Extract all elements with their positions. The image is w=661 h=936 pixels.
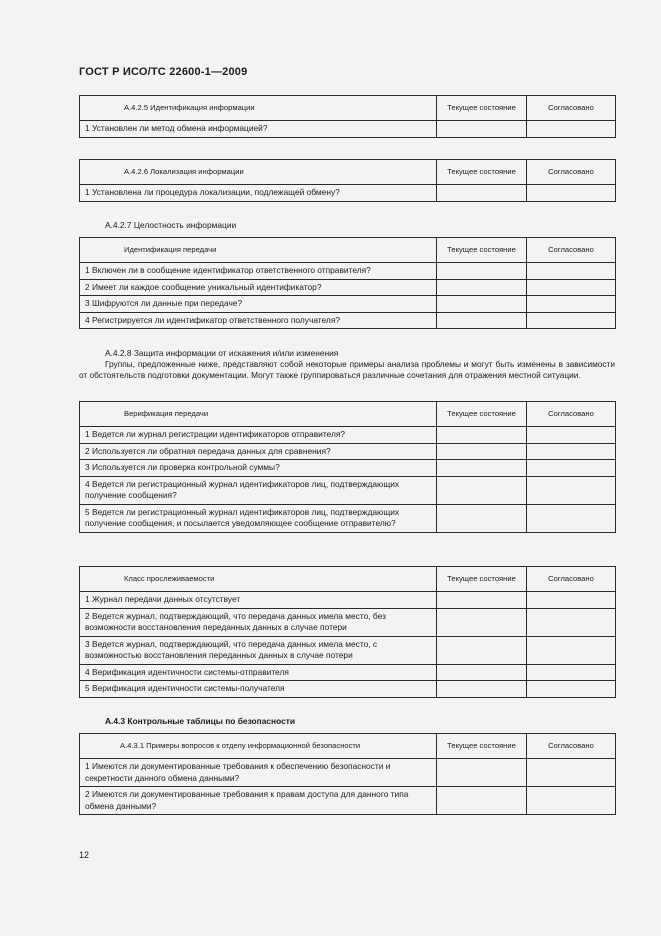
row-question: 2 Ведется журнал, подтверждающий, что передача данных имела место, без возможности восстановления переданных данных в случае потери: [80, 608, 437, 636]
agreed-cell: [527, 185, 616, 202]
col-agreed: Согласовано: [527, 160, 616, 185]
table-transfer-identification: [79, 237, 616, 329]
current-state-cell: [437, 185, 527, 202]
section-heading-security: А.4.3 Контрольные таблицы по безопасности: [105, 716, 295, 726]
table-row: [80, 476, 616, 504]
page-number: 12: [79, 850, 90, 860]
table-info-localization: [79, 159, 616, 202]
section-heading-integrity: А.4.2.7 Целостность информации: [105, 220, 237, 230]
table-row: [80, 443, 616, 460]
table-row: [80, 185, 616, 202]
row-question: 4 Верификация идентичности системы-отправителя: [80, 664, 437, 681]
table-row: [80, 608, 616, 636]
col-agreed: Согласовано: [527, 567, 616, 592]
table-traceability-class: [79, 566, 616, 698]
agreed-cell: [527, 121, 616, 138]
table-title: Идентификация передачи: [80, 238, 437, 263]
table-title: А.4.2.5 Идентификация информации: [80, 96, 437, 121]
table-header-row: [80, 402, 616, 427]
row-question: 5 Верификация идентичности системы-получателя: [80, 681, 437, 698]
table-row: [80, 759, 616, 787]
table-row: [80, 636, 616, 664]
row-question: 1 Журнал передачи данных отсутствует: [80, 592, 437, 609]
col-agreed: Согласовано: [527, 402, 616, 427]
table-row: [80, 121, 616, 138]
table-row: [80, 504, 616, 532]
table-row: [80, 263, 616, 280]
table-header-row: [80, 238, 616, 263]
section-paragraph: Группы, предложенные ниже, представляют собой некоторые примеры анализа проблемы и могут быть изменены в зависимости от обстоятельств подготовки документации. Могут также группироваться различные сочетания для отражения местной ситуации.: [79, 359, 615, 380]
table-title: Класс прослеживаемости: [80, 567, 437, 592]
row-question: 1 Ведется ли журнал регистрации идентификаторов отправителя?: [80, 427, 437, 444]
table-row: [80, 279, 616, 296]
table-title: А.4.2.6 Локализация информации: [80, 160, 437, 185]
row-question: 3 Ведется журнал, подтверждающий, что передача данных имела место, с возможностью восстановления переданных данных в случае потери: [80, 636, 437, 664]
col-agreed: Согласовано: [527, 96, 616, 121]
row-question: 1 Имеются ли документированные требования к обеспечению безопасности и секретности данного обмена данными?: [80, 759, 437, 787]
row-question: 1 Включен ли в сообщение идентификатор ответственного отправителя?: [80, 263, 437, 280]
row-question: 3 Используется ли проверка контрольной суммы?: [80, 460, 437, 477]
row-question: 4 Ведется ли регистрационный журнал идентификаторов лиц, подтверждающих получение сообщения?: [80, 476, 437, 504]
col-current-state: Текущее состояние: [437, 238, 527, 263]
col-current-state: Текущее состояние: [437, 402, 527, 427]
document-header: ГОСТ Р ИСО/ТС 22600-1—2009: [79, 66, 248, 78]
col-current-state: Текущее состояние: [437, 160, 527, 185]
table-row: [80, 664, 616, 681]
row-question: 2 Используется ли обратная передача данных для сравнения?: [80, 443, 437, 460]
current-state-cell: [437, 121, 527, 138]
table-row: [80, 787, 616, 815]
row-question: 1 Установлен ли метод обмена информацией?: [80, 121, 437, 138]
table-row: [80, 681, 616, 698]
table-header-row: [80, 567, 616, 592]
col-agreed: Согласовано: [527, 734, 616, 759]
table-title: А.4.3.1 Примеры вопросов к отделу информационной безопасности: [80, 734, 437, 759]
section-heading-protection: А.4.2.8 Защита информации от искажения и/или изменения: [105, 348, 339, 358]
col-current-state: Текущее состояние: [437, 96, 527, 121]
table-title: Верификация передачи: [80, 402, 437, 427]
table-header-row: [80, 160, 616, 185]
table-security-questions: [79, 733, 616, 815]
table-header-row: [80, 734, 616, 759]
table-row: [80, 296, 616, 313]
table-info-identification: [79, 95, 616, 138]
table-header-row: [80, 96, 616, 121]
table-transfer-verification: [79, 401, 616, 533]
row-question: 2 Имеются ли документированные требования к правам доступа для данного типа обмена данными?: [80, 787, 437, 815]
row-question: 1 Установлена ли процедура локализации, подлежащей обмену?: [80, 185, 437, 202]
table-row: [80, 592, 616, 609]
row-question: 5 Ведется ли регистрационный журнал идентификаторов лиц, подтверждающих получение сообщения, и посылается уведомляющее сообщение отправителю?: [80, 504, 437, 532]
table-row: [80, 312, 616, 329]
row-question: 2 Имеет ли каждое сообщение уникальный идентификатор?: [80, 279, 437, 296]
row-question: 4 Регистрируется ли идентификатор ответственного получателя?: [80, 312, 437, 329]
row-question: 3 Шифруются ли данные при передаче?: [80, 296, 437, 313]
col-agreed: Согласовано: [527, 238, 616, 263]
table-row: [80, 427, 616, 444]
col-current-state: Текущее состояние: [437, 567, 527, 592]
table-row: [80, 460, 616, 477]
col-current-state: Текущее состояние: [437, 734, 527, 759]
